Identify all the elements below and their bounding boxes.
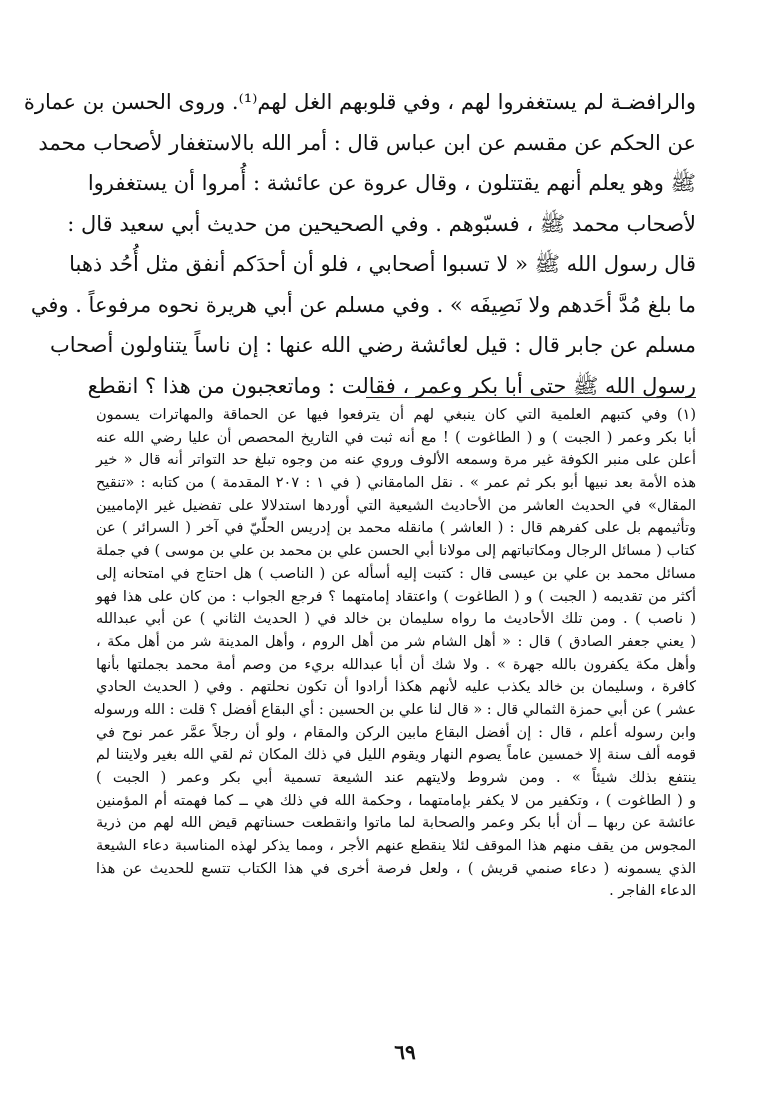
footnote-line: أعلن على منبر الكوفة غير مرة وسمعه الألوف وروي عنه من وجوه تبلغ حد التواتر أنه قال « خير (96, 452, 696, 469)
footnote-line: ينتفع بذلك شيئاً » . ومن شروط ولايتهم عند الشيعة تسمية أبي بكر وعمر ( الجبت ) (96, 770, 696, 786)
body-line: عن الحكم عن مقسم عن ابن عباس قال : أمر الله بالاستغفار لأصحاب محمد (38, 130, 696, 155)
footnote-line: وابن رسوله أعلم ، قال : إن أفضل البقاع مابين الركن والمقام ، ولو أن رجلاً عمَّر عمر نوح في (96, 724, 696, 741)
main-body-text (23, 82, 696, 406)
body-line: ﷺ وهو يعلم أنهم يقتتلون ، وقال عروة عن عائشة : أُمروا أن يستغفروا (87, 171, 696, 195)
footnote-line: قومه ألف سنة إلا خمسين عاماً يصوم النهار ويقوم الليل في ذلك المكان ثم لقي الله بغير ولايتنا لم (96, 747, 696, 764)
footnote-line: ( يعني جعفر الصادق ) قال : « أهل الشام شر من أهل الروم ، وأهل المدينة شر من أهل مكة ، (96, 633, 696, 650)
footnote-line: أبا بكر وعمر ( الجبت ) و ( الطاغوت ) ! مع أنه ثبت في التاريخ المحصص أن عليا رضي الله عنه (96, 429, 696, 446)
footnote-line: المجوس من يقف منهم هذا الموقف لئلا ينقطع عنهم الأجر ، ومما يذكر لهذه المناسبة دعاء الشيعة (96, 838, 696, 855)
footnote-line: كافرة ، وسليمان بن خالد يكذب عليه لأنهم هكذا أرادوا أن تكون نحلتهم . وفي ( الحديث الحادي (96, 679, 696, 696)
footnote-line: كتاب ( مسائل الرجال ومكاتباتهم إلى مولانا أبي الحسن علي بن محمد بن علي بن موسى ) في جملة (96, 543, 696, 560)
page-number: ٦٩ (394, 1040, 416, 1064)
footnote-line: أكثر من تقديمه ( الجبت ) و ( الطاغوت ) واعتقاد إمامتهما ؟ فرجع الجواب : من كان على هذا فهو (96, 588, 696, 605)
footnote-line: الذي يسمونه ( دعاء صنمي قريش ) ، ولعل فرصة أخرى في هذا الكتاب تتسع للحديث عن هذا (96, 860, 696, 877)
footnote-line: وتأثيمهم بل على كفرهم قال : ( العاشر ) مانقله محمد بن إدريس الحلّيّ في آخر ( السرائر ) عن (96, 520, 696, 537)
body-line: مسلم عن جابر قال : قيل لعائشة رضي الله عنها : إن ناساً يتناولون أصحاب (49, 333, 696, 357)
footnote-line: عشر ) عن أبي حمزة الثمالي قال : « قال لنا علي بن الحسين : أي البقاع أفضل ؟ قلت : الله ورسوله (93, 701, 696, 718)
body-line: قال رسول الله ﷺ « لا تسبوا أصحابي ، فلو أن أحدَكم أنفق مثل أُحُد ذهبا (69, 252, 696, 276)
body-line: لأصحاب محمد ﷺ ، فسبّوهم . وفي الصحيحين من حديث أبي سعيد قال : (67, 211, 696, 236)
body-line: رسول الله ﷺ حتى أبا بكر وعمر ، فقالت : وماتعجبون من هذا ؟ انقطع (87, 373, 696, 398)
footnote-line: و ( الطاغوت ) ، وتكفير من لا يكفر بإمامتهما ، وحكمة الله في ذلك هي ــ كما فهمته أم المؤمنين (96, 792, 696, 809)
body-line: والرافضـة لم يستغفروا لهم ، وفي قلوبهم الغل لهم⁽¹⁾. وروى الحسن بن عمارة (23, 90, 696, 114)
footnote-block (93, 404, 697, 903)
footnote-line: (١) وفي كتبهم العلمية التي كان ينبغي لهم أن يترفعوا فيها عن الحماقة والمهاترات يسمون (96, 407, 696, 423)
footnote-line: المقال» في الحديث العاشر من الأحاديث الشيعية التي أوردها استدلالا على تفضيل غير الإماميين (96, 497, 696, 514)
footnote-divider (366, 397, 696, 398)
footnote-line: ( ناصب ) . ومن تلك الأحاديث ما رواه سليمان بن خالد في ( الحديث الثاني ) عن أبي عبدالله (96, 611, 696, 628)
footnote-line: وأهل مكة يكفرون بالله جهرة » . ولا شك أن أبا عبدالله بريء من وصم أمة محمد بجملتها بأنها (96, 656, 696, 673)
footnote-line: هذه الأمة بعد نبيها أبو بكر ثم عمر » . نقل المامقاني ( في ١ : ٢٠٧ المقدمة ) من كتابه : «تنقيح (96, 475, 696, 492)
footnote-line: عائشة عن ربها ــ أن أبا بكر وعمر والصحابة لما ماتوا وانقطعت حسناتهم قيض الله لهم من ذرية (96, 815, 696, 832)
body-line: ما بلغ مُدَّ أحَدهم ولا نَصِيفَه » . وفي مسلم عن أبي هريرة نحوه مرفوعاً . وفي (30, 292, 696, 317)
footnote-line: مسائل محمد بن علي بن عيسى قال : كتبت إليه أسأله عن ( الناصب ) هل احتاج في امتحانه إلى (96, 565, 697, 582)
footnote-line: الدعاء الفاجر . (609, 883, 696, 900)
